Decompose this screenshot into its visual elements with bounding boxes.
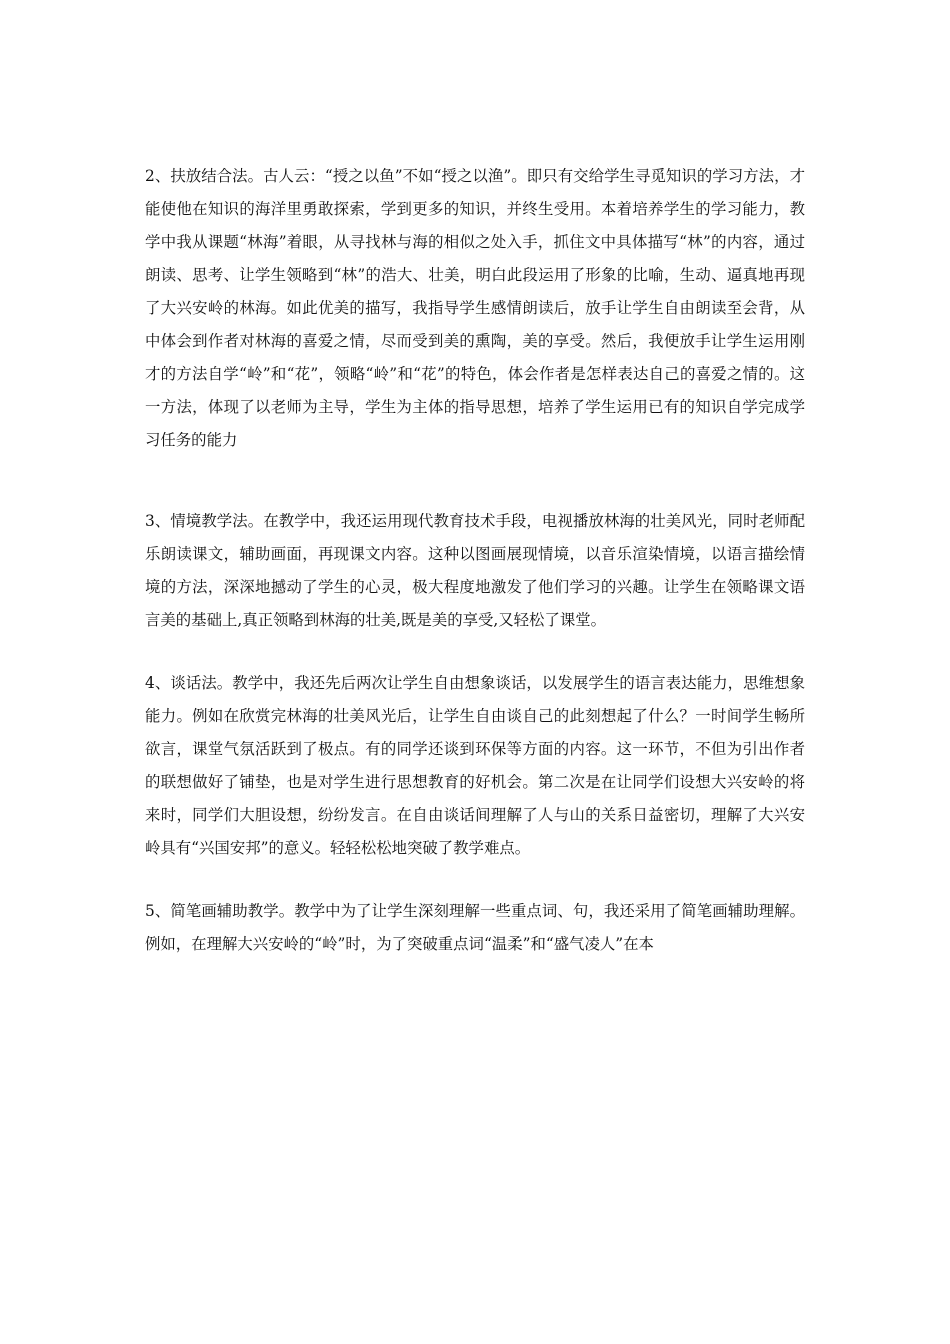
paragraph-spacer	[145, 637, 805, 667]
paragraph-spacer	[145, 865, 805, 895]
paragraph-method-4: 4、谈话法。教学中，我还先后两次让学生自由想象谈话，以发展学生的语言表达能力，思维想象能力。例如在欣赏完林海的壮美风光后，让学生自由谈自己的此刻想起了什么？一时间学生畅所欲言，课堂气氛活跃到了极点。有的同学还谈到环保等方面的内容。这一环节，不但为引出作者的联想做好了铺垫，也是对学生进行思想教育的好机会。第二次是在让同学们设想大兴安岭的将来时，同学们大胆设想，纷纷发言。在自由谈话间理解了人与山的关系日益密切，理解了大兴安岭具有“兴国安邦”的意义。轻轻松松地突破了教学难点。	[145, 674, 805, 857]
paragraph-spacer	[145, 457, 805, 505]
document-body	[145, 160, 805, 961]
paragraph-method-5: 5、简笔画辅助教学。教学中为了让学生深刻理解一些重点词、句，我还采用了简笔画辅助理解。例如，在理解大兴安岭的“岭”时，为了突破重点词“温柔”和“盛气凌人”在本	[145, 902, 805, 953]
paragraph-method-3: 3、情境教学法。在教学中，我还运用现代教育技术手段，电视播放林海的壮美风光，同时老师配乐朗读课文，辅助画面，再现课文内容。这种以图画展现情境，以音乐渲染情境，以语言描绘情境的方法，深深地撼动了学生的心灵，极大程度地激发了他们学习的兴趣。让学生在领略课文语言美的基础上,真正领略到林海的壮美,既是美的享受,又轻松了课堂。	[145, 512, 805, 629]
paragraph-method-2: 2、扶放结合法。古人云：“授之以鱼”不如“授之以渔”。即只有交给学生寻觅知识的学习方法，才能使他在知识的海洋里勇敢探索，学到更多的知识，并终生受用。本着培养学生的学习能力，教学中我从课题“林海”着眼，从寻找林与海的相似之处入手，抓住文中具体描写“林”的内容，通过朗读、思考、让学生领略到“林”的浩大、壮美，明白此段运用了形象的比喻，生动、逼真地再现了大兴安岭的林海。如此优美的描写，我指导学生感情朗读后，放手让学生自由朗读至会背，从中体会到作者对林海的喜爱之情，尽而受到美的熏陶，美的享受。然后，我便放手让学生运用刚才的方法自学“岭”和“花”，领略“岭”和“花”的特色，体会作者是怎样表达自己的喜爱之情的。这一方法，体现了以老师为主导，学生为主体的指导思想，培养了学生运用已有的知识自学完成学习任务的能力	[145, 167, 805, 449]
